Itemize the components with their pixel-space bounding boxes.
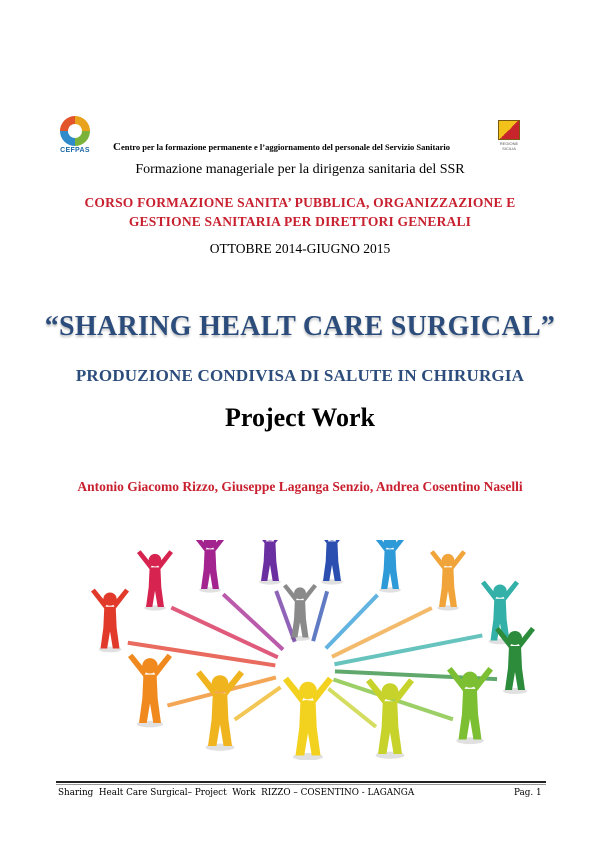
person-figure bbox=[91, 589, 129, 653]
person-figure bbox=[430, 550, 466, 610]
footer-rule bbox=[56, 781, 546, 783]
document-title: “SHARING HEALT CARE SURGICAL” bbox=[44, 311, 556, 342]
regione-sicilia-emblem bbox=[498, 120, 520, 140]
course-dates: OTTOBRE 2014-GIUGNO 2015 bbox=[209, 241, 391, 256]
person-figure bbox=[252, 540, 288, 585]
person-figure bbox=[128, 654, 172, 728]
person-figure bbox=[137, 550, 173, 610]
cefpas-logo bbox=[56, 116, 94, 158]
footer-rule-thin bbox=[56, 784, 546, 785]
authors: Antonio Giacomo Rizzo, Giuseppe Laganga Senzio, Andrea Cosentino Naselli bbox=[77, 479, 523, 494]
institution-initial: C bbox=[113, 141, 121, 153]
person-figure bbox=[283, 584, 317, 641]
page-number: Pag. 1 bbox=[514, 788, 542, 798]
connector-arrow bbox=[276, 591, 295, 642]
connector-arrow bbox=[313, 591, 327, 641]
program-subheading: Formazione manageriale per la dirigenza sanitaria del SSR bbox=[135, 162, 465, 177]
people-circle-illustration bbox=[70, 540, 540, 760]
cefpas-logo-emblem bbox=[60, 116, 90, 146]
footer-text: Sharing Healt Care Surgical– Project Work RIZZO – COSENTINO - LAGANGA bbox=[58, 788, 415, 798]
person-figure bbox=[372, 540, 408, 593]
project-work-label: Project Work bbox=[225, 403, 375, 432]
person-figure bbox=[495, 627, 535, 694]
cefpas-logo-caption: CEFPAS bbox=[60, 147, 90, 154]
person-figure bbox=[283, 677, 333, 760]
course-title-line-2: GESTIONE SANITARIA PER DIRETTORI GENERALI bbox=[128, 214, 472, 229]
connector-arrow bbox=[334, 635, 482, 664]
person-figure bbox=[196, 670, 244, 750]
person-figure bbox=[314, 540, 350, 585]
institution-line bbox=[113, 141, 450, 153]
course-title bbox=[40, 193, 560, 231]
person-figure bbox=[447, 667, 493, 744]
person-figure bbox=[192, 540, 228, 593]
document-subtitle: PRODUZIONE CONDIVISA DI SALUTE IN CHIRURGIA bbox=[75, 366, 525, 385]
connector-arrow bbox=[235, 687, 281, 719]
connector-arrow bbox=[328, 689, 376, 727]
person-figure bbox=[366, 678, 414, 758]
course-title-line-1: CORSO FORMAZIONE SANITA’ PUBBLICA, ORGANIZZAZIONE E bbox=[84, 195, 516, 210]
regione-sicilia-logo bbox=[498, 120, 520, 151]
connector-arrow bbox=[223, 594, 283, 649]
regione-sicilia-caption: REGIONE SICILIA bbox=[499, 141, 519, 151]
institution-text: entro per la formazione permanente e l’aggiornamento del personale del Servizio Sanitario bbox=[120, 142, 450, 152]
